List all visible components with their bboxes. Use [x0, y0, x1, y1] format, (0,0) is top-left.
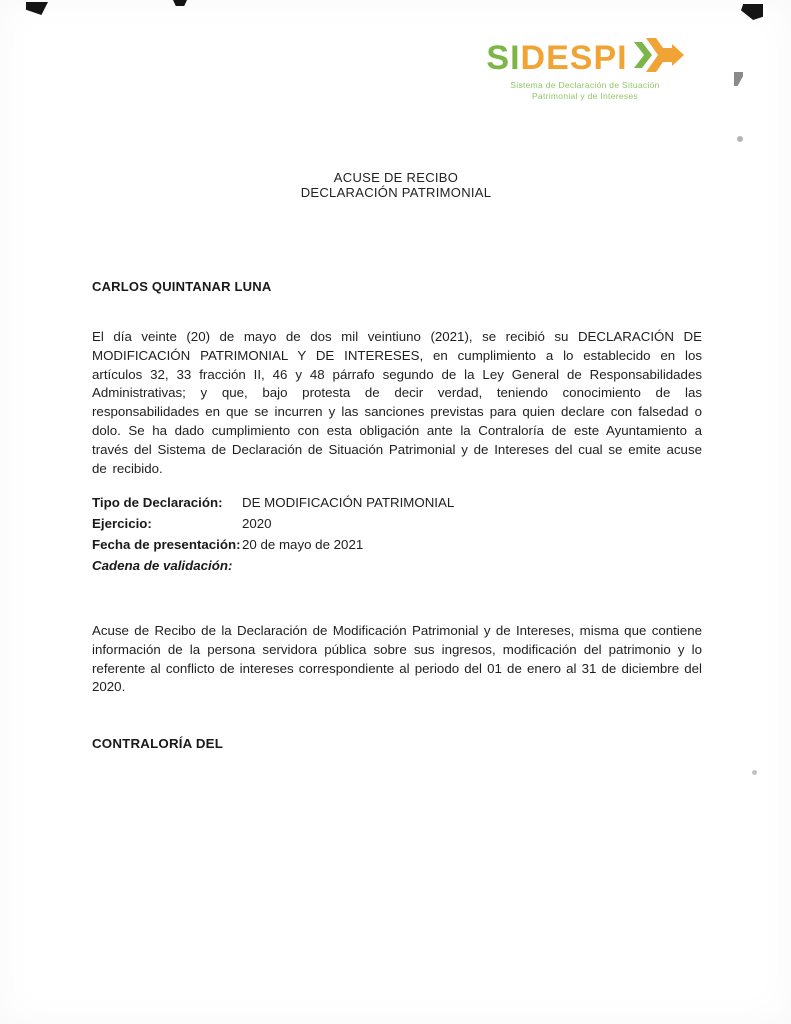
field-label: Ejercicio: — [92, 516, 152, 531]
field-label: Fecha de presentación: — [92, 537, 241, 552]
scan-artifact — [737, 136, 743, 142]
document-title — [92, 170, 700, 200]
field-row-ejercicio — [92, 517, 702, 532]
field-row-tipo-declaracion — [92, 496, 702, 511]
signature-line: CONTRALORÍA DEL — [92, 736, 224, 751]
body-paragraph-2: Acuse de Recibo de la Declaración de Modificación Patrimonial y de Intereses, misma que contiene información de la persona servidora pública sobre sus ingresos, modificación del patrimonio y lo referente al conflicto de intereses correspondiente al periodo del 01 de enero al 31 de diciembre del 2020. — [92, 623, 702, 695]
scan-artifact — [734, 72, 743, 86]
scan-artifact — [741, 4, 763, 20]
sidespi-logo — [470, 38, 700, 101]
field-value: DE MODIFICACIÓN PATRIMONIAL — [242, 495, 455, 510]
arrow-icon — [632, 38, 684, 77]
field-value: 2020 — [242, 516, 272, 531]
tagline-line-2: Patrimonial y de Intereses — [531, 90, 639, 101]
recipient-name: CARLOS QUINTANAR LUNA — [92, 279, 272, 294]
scan-artifact — [26, 2, 48, 15]
title-line-2: DECLARACIÓN PATRIMONIAL — [300, 185, 492, 200]
sidespi-tagline — [470, 80, 700, 101]
field-row-fecha-presentacion — [92, 538, 702, 553]
field-label: Cadena de validación: — [92, 558, 233, 573]
body-paragraph-1: El día veinte (20) de mayo de dos mil veintiuno (2021), se recibió su DECLARACIÓN DE MODIFICACIÓN PATRIMONIAL Y DE INTERESES, en cumplimiento a lo establecido en los artículos 32, 33 fracción II, 46 y 48 párrafo segundo de la Ley General de Responsabilidades Administrativas; y que, bajo protesta de decir verdad, teniendo conocimiento de las responsabilidades en que se incurren y las sanciones previstas para quien declare con falsedad o dolo. Se ha dado cumplimiento con esta obligación ante la Contraloría de este Ayuntamiento a través del Sistema de Declaración de Situación Patrimonial y de Intereses del cual se emite acuse de recibido. — [92, 329, 702, 476]
tagline-line-1: Sistema de Declaración de Situación — [510, 80, 660, 90]
scan-artifact — [173, 0, 187, 6]
title-line-1: ACUSE DE RECIBO — [333, 170, 459, 185]
field-value: 20 de mayo de 2021 — [242, 537, 364, 552]
field-row-cadena-validacion — [92, 559, 702, 574]
sidespi-logo-text: SIDESPI — [486, 38, 628, 77]
declaration-fields — [92, 496, 702, 580]
field-label: Tipo de Declaración: — [92, 495, 223, 510]
scan-artifact — [752, 770, 757, 775]
